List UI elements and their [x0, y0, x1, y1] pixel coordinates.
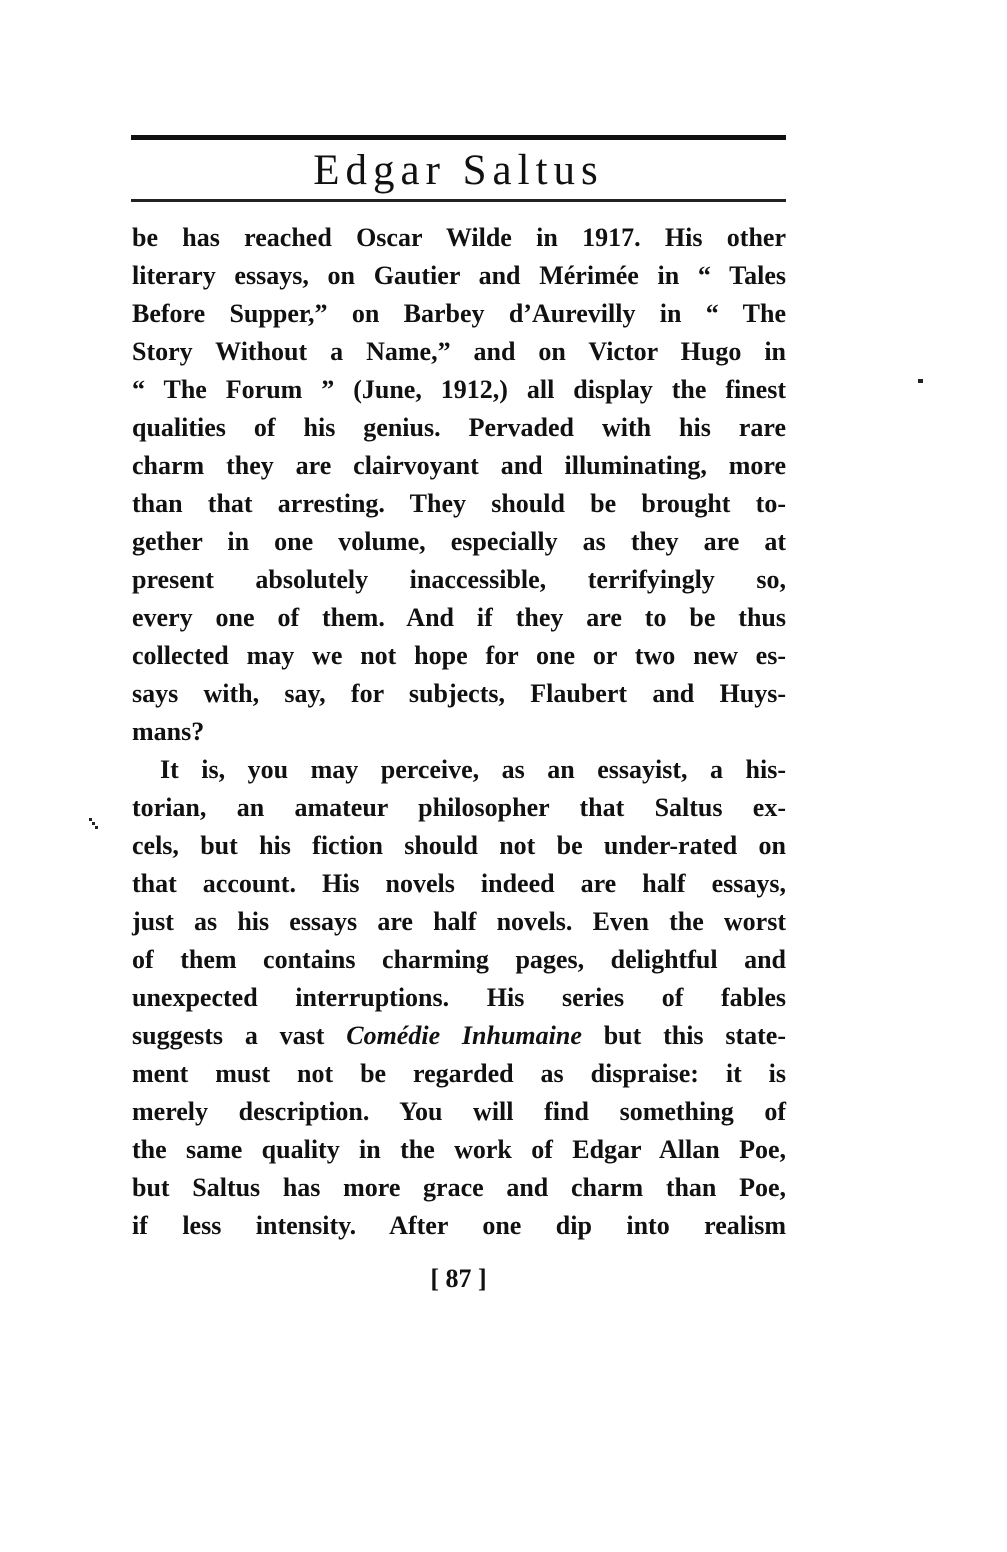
text-line: that account. His novels indeed are half essays, — [132, 869, 786, 898]
header-top-rule — [131, 135, 786, 140]
text-line: literary essays, on Gautier and Mérimée in “ Tales — [132, 261, 786, 290]
text-line: mans? — [132, 717, 205, 746]
scan-speck — [918, 379, 923, 383]
text-line: collected may we not hope for one or two new es- — [132, 641, 786, 670]
text-run: suggests a vast — [132, 1021, 347, 1050]
text-line: Story Without a Name,” and on Victor Hugo in — [132, 337, 786, 366]
text-run: but this state- — [581, 1021, 786, 1050]
text-line: cels, but his fiction should not be under-rated on — [132, 831, 786, 860]
body-text — [132, 219, 786, 1245]
text-line: qualities of his genius. Pervaded with his rare — [132, 413, 786, 442]
text-line: unexpected interruptions. His series of fables — [132, 983, 786, 1012]
scan-speck — [89, 818, 92, 821]
scan-speck — [92, 822, 95, 825]
page-number: [ 87 ] — [430, 1264, 487, 1293]
text-line: torian, an amateur philosopher that Saltus ex- — [132, 793, 786, 822]
italic-title: Comédie Inhumaine — [346, 1021, 582, 1050]
text-line: merely description. You will find something of — [132, 1097, 786, 1126]
scan-speck — [95, 826, 98, 829]
header-bottom-rule — [131, 199, 786, 202]
text-line: of them contains charming pages, delightful and — [132, 945, 786, 974]
text-line: be has reached Oscar Wilde in 1917. His other — [132, 223, 786, 252]
text-line: charm they are clairvoyant and illuminating, more — [132, 451, 786, 480]
text-line: says with, say, for subjects, Flaubert and Huys- — [132, 679, 786, 708]
text-line: It is, you may perceive, as an essayist, a his- — [160, 755, 786, 784]
text-line: present absolutely inaccessible, terrifyingly so, — [132, 565, 786, 594]
text-line: Before Supper,” on Barbey d’Aurevilly in “ The — [132, 299, 786, 328]
text-line: just as his essays are half novels. Even the worst — [132, 907, 786, 936]
text-line: every one of them. And if they are to be thus — [132, 603, 786, 632]
text-line: the same quality in the work of Edgar Allan Poe, — [132, 1135, 786, 1164]
text-line: than that arresting. They should be brought to- — [132, 489, 786, 518]
text-line: ment must not be regarded as dispraise: it is — [132, 1059, 786, 1088]
running-head: Edgar Saltus — [313, 147, 604, 194]
text-line: gether in one volume, especially as they are at — [132, 527, 786, 556]
text-line: “ The Forum ” (June, 1912,) all display the finest — [132, 375, 786, 404]
text-line-with-italic — [132, 1017, 786, 1055]
text-line: if less intensity. After one dip into realism — [132, 1211, 786, 1240]
text-line: but Saltus has more grace and charm than Poe, — [132, 1173, 786, 1202]
